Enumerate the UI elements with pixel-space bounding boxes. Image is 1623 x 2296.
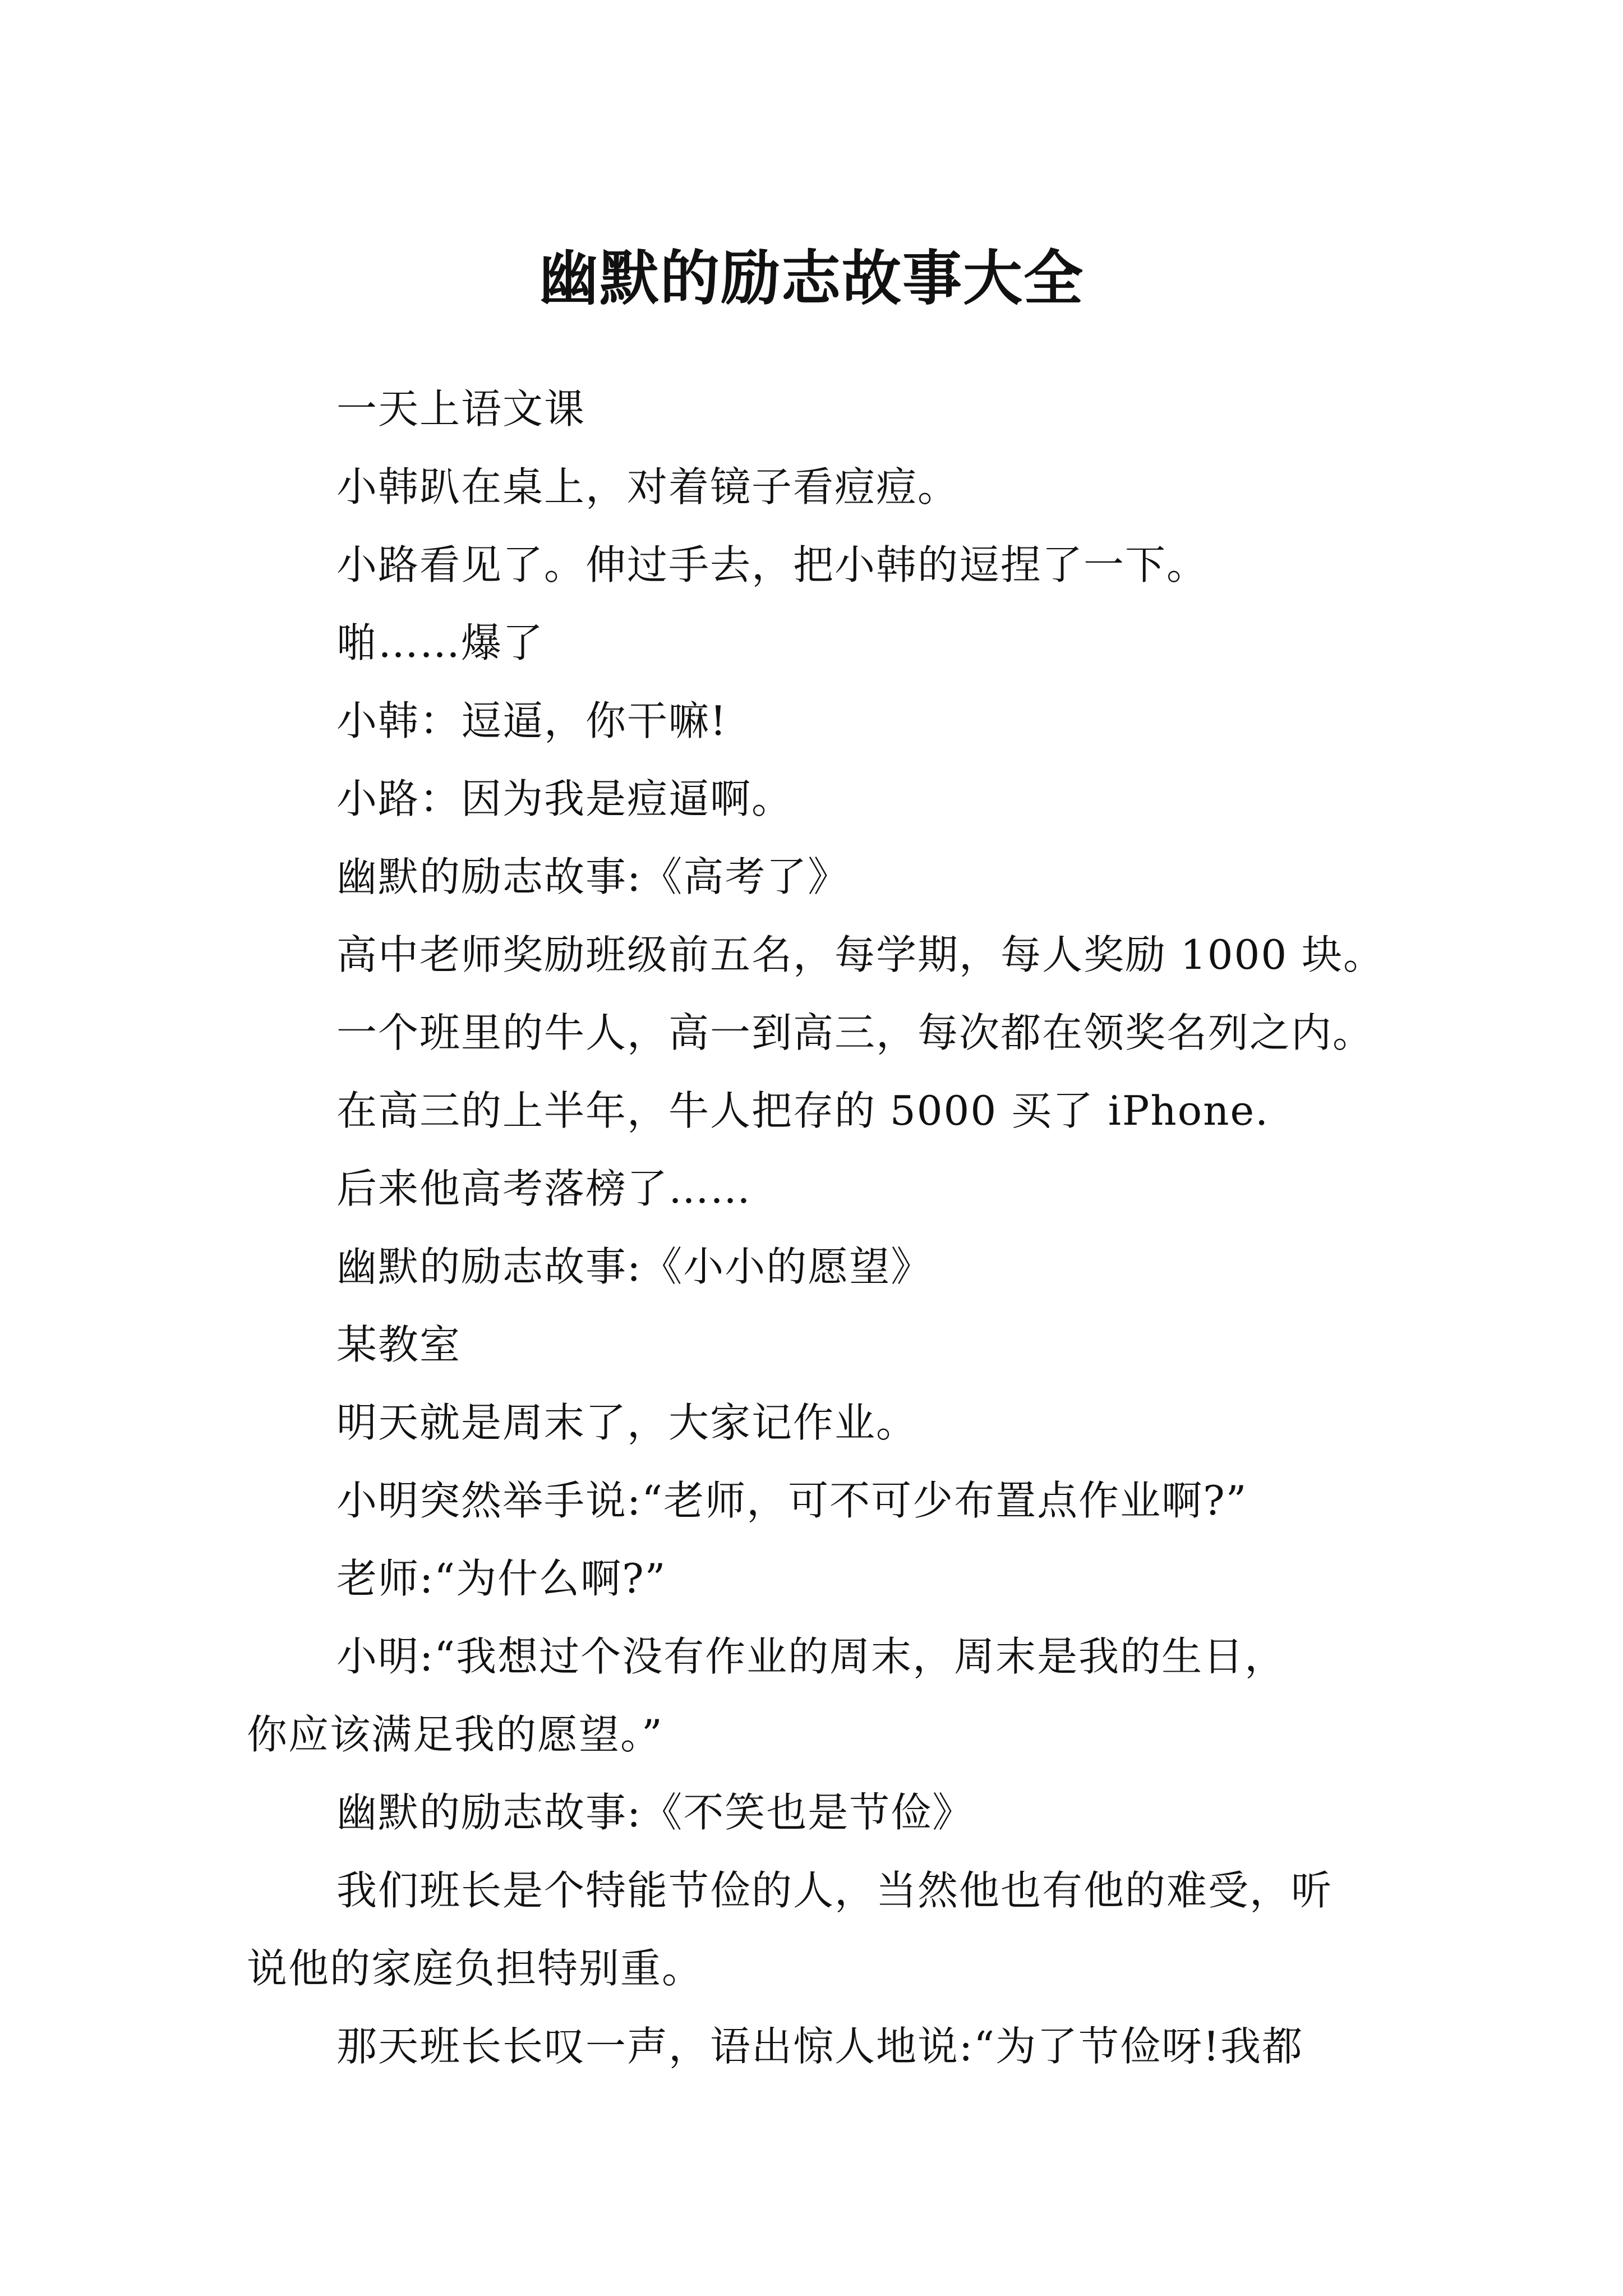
paragraph-line: 幽默的励志故事:《不笑也是节俭》 xyxy=(336,1789,974,1836)
paragraph xyxy=(247,1462,1402,1540)
paragraph-line: 小路：因为我是痘逼啊。 xyxy=(336,775,794,822)
paragraph-line: 在高三的上半年，牛人把存的 5000 买了 iPhone. xyxy=(336,1087,1269,1134)
paragraph xyxy=(247,1774,1402,1852)
paragraph-line: 幽默的励志故事:《高考了》 xyxy=(336,853,850,900)
paragraph xyxy=(247,1618,1402,1774)
paragraph xyxy=(247,1228,1402,1306)
paragraph-line: 老师:“为什么啊?” xyxy=(336,1555,667,1602)
paragraph xyxy=(247,1384,1402,1462)
paragraph xyxy=(247,448,1402,526)
paragraph-line: 你应该满足我的愿望。” xyxy=(247,1711,663,1758)
paragraph-line: 一个班里的牛人，高一到高三，每次都在领奖名列之内。 xyxy=(336,1009,1375,1056)
paragraph xyxy=(247,1150,1402,1228)
paragraph-line: 说他的家庭负担特别重。 xyxy=(247,1945,704,1992)
paragraph xyxy=(247,1072,1402,1150)
paragraph-line: 某教室 xyxy=(336,1321,462,1368)
paragraph-line: 后来他高考落榜了…… xyxy=(336,1165,752,1212)
paragraph xyxy=(247,916,1402,994)
paragraph-line: 小明:“我想过个没有作业的周末，周末是我的生日， xyxy=(336,1633,1287,1680)
paragraph-line: 那天班长长叹一声，语出惊人地说:“为了节俭呀!我都 xyxy=(336,2023,1304,2070)
paragraph-line: 啪……爆了 xyxy=(336,619,545,666)
paragraph xyxy=(247,838,1402,916)
document-body xyxy=(247,370,1402,2086)
paragraph-line: 我们班长是个特能节俭的人，当然他也有他的难受，听 xyxy=(336,1867,1333,1914)
paragraph-line: 一天上语文课 xyxy=(336,385,586,432)
paragraph-line: 小明突然举手说:“老师，可不可少布置点作业啊?” xyxy=(336,1477,1248,1524)
paragraph xyxy=(247,2008,1402,2086)
paragraph-line: 幽默的励志故事:《小小的愿望》 xyxy=(336,1243,933,1290)
paragraph xyxy=(247,1852,1402,2008)
paragraph-line: 小韩趴在桌上，对着镜子看痘痘。 xyxy=(336,463,960,510)
paragraph xyxy=(247,1540,1402,1618)
paragraph xyxy=(247,526,1402,604)
paragraph xyxy=(247,760,1402,838)
paragraph-line: 高中老师奖励班级前五名，每学期，每人奖励 1000 块。 xyxy=(336,931,1385,978)
paragraph-line: 明天就是周末了，大家记作业。 xyxy=(336,1399,918,1446)
document-title: 幽默的励志故事大全 xyxy=(539,243,1084,314)
paragraph xyxy=(247,994,1402,1072)
paragraph xyxy=(247,604,1402,682)
paragraph xyxy=(247,370,1402,448)
paragraph xyxy=(247,682,1402,760)
paragraph-line: 小路看见了。伸过手去，把小韩的逗捏了一下。 xyxy=(336,541,1209,588)
paragraph xyxy=(247,1306,1402,1384)
paragraph-line: 小韩：逗逼，你干嘛! xyxy=(336,697,727,744)
